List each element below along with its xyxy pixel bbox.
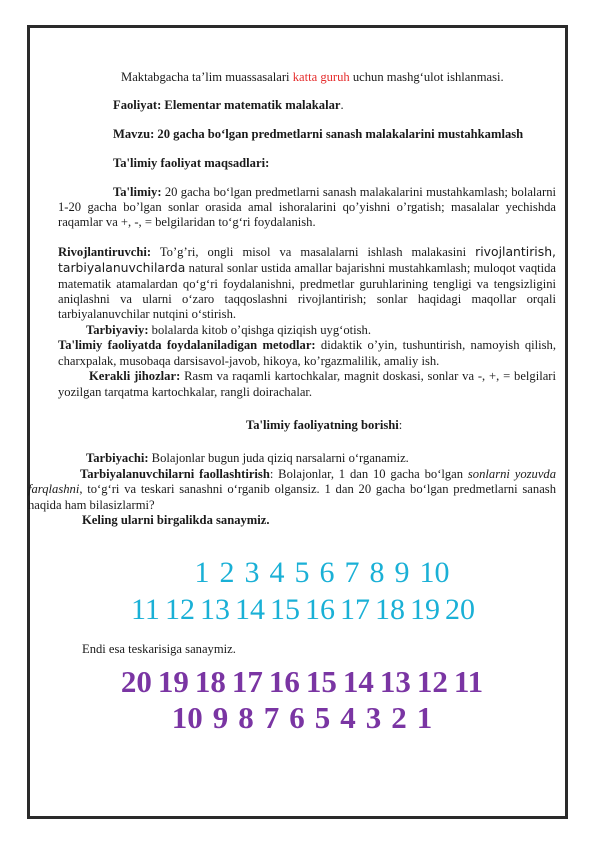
activity-label: Faoliyat:: [113, 98, 162, 113]
count-reverse-line: Endi esa teskarisiga sanaymiz.: [82, 642, 236, 657]
forward-number: 18: [374, 593, 405, 627]
group-name: katta guruh: [292, 70, 350, 84]
reverse-number: 14: [342, 663, 374, 699]
reverse-number: 18: [194, 663, 226, 699]
forward-number: 20: [444, 593, 475, 627]
forward-number: 13: [199, 593, 230, 627]
methods-label: Ta'limiy faoliyatda foydalaniladigan metodlar:: [58, 338, 316, 353]
forward-number: 11: [131, 593, 160, 627]
forward-number: 2: [219, 556, 235, 590]
reverse-number: 19: [157, 663, 189, 699]
educational-goal: [58, 185, 556, 231]
forward-number: 17: [339, 593, 370, 627]
reverse-number: 5: [314, 699, 331, 735]
reverse-number: 6: [289, 699, 305, 735]
activity-dot: .: [340, 98, 344, 113]
progress-title-colon: :: [398, 417, 403, 432]
reverse-number: 1: [416, 699, 433, 735]
reverse-number: 13: [379, 663, 411, 699]
forward-number: 14: [234, 593, 265, 627]
goals-title: Ta'limiy faoliyat maqsadlari:: [113, 156, 270, 171]
reverse-number: 15: [305, 663, 337, 699]
reverse-number: 4: [340, 699, 356, 735]
topic-label: Mavzu:: [113, 126, 155, 141]
upbringing-text: bolalarda kitob o’qishga qiziqish uyg‘otish.: [148, 322, 371, 337]
developmental-text1: To’g’ri, ongli misol va masalalarni ishlash malakasini: [151, 244, 476, 259]
equipment-label: Kerakli jihozlar:: [89, 369, 181, 384]
educator-line: [58, 451, 556, 466]
educational-text: 20 gacha bo‘lgan predmetlarni sanash malakalarini mustahkamlash; bolalarni 1-20 gacha bo’lgan sonlar orasida amal ishoralarini qo’yishni o’rgatish; masalalar yechishda raqamlar va +, -, = belgilaridan to‘g‘ri foydalanish.: [58, 184, 556, 230]
reverse-number: 11: [453, 663, 484, 699]
topic-line: [58, 127, 556, 142]
reverse-number: 10: [171, 699, 203, 735]
document-body: [28, 70, 556, 736]
forward-number: 4: [269, 556, 285, 590]
topic-value: 20 gacha bo‘lgan predmetlarni sanash malakalarini mustahkamlash: [154, 126, 524, 141]
forward-number: 1: [194, 556, 210, 590]
forward-number: 6: [319, 556, 335, 590]
equipment-text: Rasm va raqamli kartochkalar, magnit doskasi, sonlar va -, +, = belgilari yozilgan tarqatma kartochkalar, rangli doirachalar.: [58, 369, 556, 399]
upbringing-goal: [58, 323, 556, 338]
reverse-number: 20: [120, 663, 152, 699]
forward-number: 10: [419, 556, 450, 590]
activation-italic: sonlarni yozuvda farqlashni: [28, 466, 556, 497]
activation-text1: : Bolajonlar, 1 dan 10 gacha bo‘lgan: [269, 466, 468, 481]
activation-label: Tarbiyalanuvchilarni faollashtirish: [80, 466, 270, 481]
developmental-goal: [58, 244, 556, 323]
developmental-text2: natural sonlar ustida amallar bajarishni mustahkamlash; muloqot vaqtida matematik atamalardan qo‘g‘ri foydalanishni, predmetlar guruhlarining tengligi va tengsizligini aniqlashni va ularni o‘zaro taqqoslashni rivojlantirish; sonlar haqidagi maqollar orqali tarbiyalanuvchilar nutqini o‘stirish.: [58, 261, 556, 322]
reverse-number: 7: [263, 699, 280, 735]
educator-label: Tarbiyachi:: [86, 451, 149, 466]
reverse-numbers-row1: [48, 664, 556, 700]
activation-text2: , to‘g‘ri va teskari sanashni o‘rganib olgansiz. 1 dan 20 gacha bo‘lgan predmetlarni sanash haqida ham bilasizlarmi?: [28, 482, 556, 512]
developmental-text-sans: rivojlantirish, tarbiyalanuvchilarda: [58, 243, 556, 276]
forward-number: 5: [294, 556, 310, 590]
forward-number: 8: [369, 556, 385, 590]
reverse-number: 2: [391, 699, 407, 735]
header-part1: Maktabgacha ta’lim muassasalari: [121, 70, 293, 84]
forward-number: 19: [409, 593, 440, 627]
forward-numbers-row2: [50, 591, 556, 628]
reverse-number: 12: [416, 663, 448, 699]
educator-text: Bolajonlar bugun juda qiziq narsalarni o‘rganamiz.: [148, 451, 409, 466]
activation-line: [28, 467, 556, 513]
header-part2: uchun mashg‘ulot ishlanmasi.: [349, 70, 504, 84]
reverse-number: 17: [231, 663, 263, 699]
activity-line: [58, 98, 556, 113]
developmental-label: Rivojlantiruvchi:: [58, 244, 152, 259]
reverse-number: 3: [365, 699, 382, 735]
forward-number: 16: [304, 593, 335, 627]
methods-line: [58, 338, 556, 369]
equipment-line: [58, 369, 556, 400]
forward-number: 15: [269, 593, 300, 627]
forward-number: 9: [394, 556, 410, 590]
reverse-numbers-row2: [48, 700, 556, 736]
methods-text: didaktik o’yin, tushuntirish, namoyish qilish, charxpalak, musobaqa darsisavol-javob, hikoya, ko’rgazmalilik, amaliy ish.: [58, 338, 556, 368]
educational-label: Ta'limiy:: [113, 184, 162, 199]
forward-number: 12: [164, 593, 195, 627]
upbringing-label: Tarbiyaviy:: [86, 322, 149, 337]
progress-title: [58, 418, 556, 433]
reverse-number: 8: [238, 699, 254, 735]
reverse-number: 16: [268, 663, 300, 699]
reverse-number: 9: [212, 699, 229, 735]
forward-number: 7: [344, 556, 360, 590]
forward-numbers-row1: [58, 554, 556, 591]
activity-value: Elementar matematik malakalar: [161, 98, 341, 113]
count-together-line: Keling ularni birgalikda sanaymiz.: [82, 512, 270, 527]
forward-number: 3: [244, 556, 260, 590]
progress-title-text: Ta'limiy faoliyatning borishi: [246, 417, 399, 432]
header-line: [66, 70, 556, 85]
